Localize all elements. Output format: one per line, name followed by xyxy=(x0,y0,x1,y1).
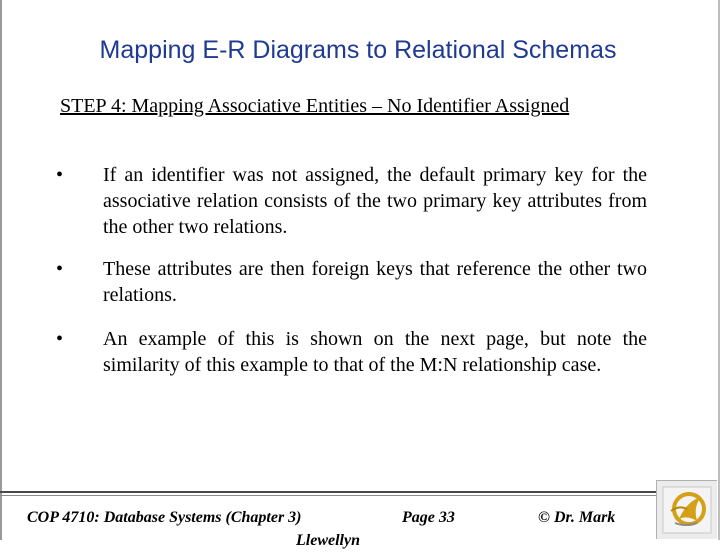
footer-author-overflow: Llewellyn xyxy=(296,532,360,549)
bullet-marker: • xyxy=(56,328,64,350)
ucf-pegasus-logo-icon xyxy=(656,480,717,539)
footer-rule-thin xyxy=(0,495,656,496)
footer-course: COP 4710: Database Systems (Chapter 3) xyxy=(27,509,302,526)
bullet-marker: • xyxy=(56,164,64,186)
bullet-text: If an identifier was not assigned, the default primary key for the associative relation consists of the two primary key attributes from the other two relations. xyxy=(103,164,647,238)
footer-author: © Dr. Mark xyxy=(538,509,616,526)
footer-rule xyxy=(0,491,656,493)
bullet-text: An example of this is shown on the next page, but note the similarity of this example to that of the M:N relationship case. xyxy=(103,328,647,376)
slide-subtitle: STEP 4: Mapping Associative Entities – No Identifier Assigned xyxy=(60,95,570,117)
bullet-text: These attributes are then foreign keys that reference the other two relations. xyxy=(103,258,647,306)
bullet-marker: • xyxy=(56,258,64,280)
footer-page-number: Page 33 xyxy=(402,509,455,526)
slide-title: Mapping E-R Diagrams to Relational Schemas xyxy=(99,36,617,64)
